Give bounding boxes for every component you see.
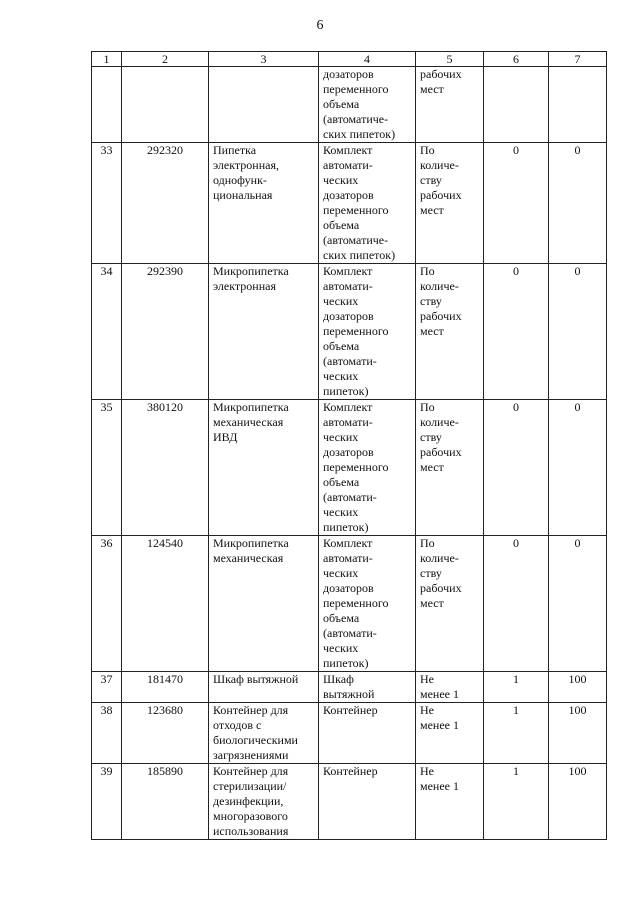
cell-code [122, 67, 209, 143]
cell-name: Микропипетка механическая ИВД [209, 400, 319, 536]
table-row [92, 143, 607, 264]
cell-num: 35 [92, 400, 122, 536]
cell-c7: 0 [549, 264, 607, 400]
cell-desc: Комплект автомати- ческих дозаторов переменного объема (автомати- ческих пипеток) [319, 400, 416, 536]
cell-name: Шкаф вытяжной [209, 672, 319, 703]
cell-c6: 1 [484, 764, 549, 840]
cell-num: 33 [92, 143, 122, 264]
cell-c7: 0 [549, 400, 607, 536]
cell-qty: Не менее 1 [416, 764, 484, 840]
cell-c6: 0 [484, 536, 549, 672]
cell-code: 124540 [122, 536, 209, 672]
cell-code: 292320 [122, 143, 209, 264]
cell-qty: По количе- ству рабочих мест [416, 400, 484, 536]
cell-desc: Комплект автомати- ческих дозаторов переменного объема (автомати- ческих пипеток) [319, 536, 416, 672]
cell-num: 34 [92, 264, 122, 400]
cell-num [92, 67, 122, 143]
cell-name: Микропипетка электронная [209, 264, 319, 400]
cell-qty: По количе- ству рабочих мест [416, 536, 484, 672]
cell-c6: 1 [484, 672, 549, 703]
cell-desc: Контейнер [319, 703, 416, 764]
cell-num: 38 [92, 703, 122, 764]
cell-c6: 0 [484, 400, 549, 536]
cell-c6: 0 [484, 143, 549, 264]
cell-code: 123680 [122, 703, 209, 764]
table-row [92, 536, 607, 672]
cell-qty: Не менее 1 [416, 703, 484, 764]
table-row [92, 400, 607, 536]
cell-desc: дозаторов переменного объема (автоматиче- ских пипеток) [319, 67, 416, 143]
header-col-3: 3 [209, 52, 319, 67]
cell-c6 [484, 67, 549, 143]
cell-c7: 0 [549, 536, 607, 672]
cell-name [209, 67, 319, 143]
cell-c7 [549, 67, 607, 143]
cell-name: Контейнер для отходов с биологическими загрязнениями [209, 703, 319, 764]
page-number: 6 [316, 18, 324, 33]
cell-c7: 100 [549, 703, 607, 764]
table-row [92, 703, 607, 764]
cell-c6: 0 [484, 264, 549, 400]
continuation-row [92, 67, 607, 143]
cell-num: 37 [92, 672, 122, 703]
table-row [92, 764, 607, 840]
cell-qty: По количе- ству рабочих мест [416, 143, 484, 264]
cell-code: 380120 [122, 400, 209, 536]
cell-name: Пипетка электронная, однофунк- циональная [209, 143, 319, 264]
equipment-table [91, 51, 607, 840]
header-col-1: 1 [92, 52, 122, 67]
header-col-2: 2 [122, 52, 209, 67]
cell-desc: Контейнер [319, 764, 416, 840]
cell-qty: Не менее 1 [416, 672, 484, 703]
header-row [92, 52, 607, 67]
cell-code: 292390 [122, 264, 209, 400]
cell-c7: 100 [549, 672, 607, 703]
cell-desc: Шкаф вытяжной [319, 672, 416, 703]
cell-desc: Комплект автомати- ческих дозаторов переменного объема (автомати- ческих пипеток) [319, 264, 416, 400]
header-col-5: 5 [416, 52, 484, 67]
table-row [92, 672, 607, 703]
cell-name: Микропипетка механическая [209, 536, 319, 672]
header-col-4: 4 [319, 52, 416, 67]
cell-c7: 100 [549, 764, 607, 840]
cell-c6: 1 [484, 703, 549, 764]
cell-qty: рабочих мест [416, 67, 484, 143]
cell-name: Контейнер для стерилизации/ дезинфекции, многоразового использования [209, 764, 319, 840]
cell-num: 39 [92, 764, 122, 840]
cell-desc: Комплект автомати- ческих дозаторов переменного объема (автоматиче- ских пипеток) [319, 143, 416, 264]
table-row [92, 264, 607, 400]
cell-code: 181470 [122, 672, 209, 703]
header-col-7: 7 [549, 52, 607, 67]
cell-c7: 0 [549, 143, 607, 264]
header-col-6: 6 [484, 52, 549, 67]
cell-num: 36 [92, 536, 122, 672]
cell-code: 185890 [122, 764, 209, 840]
cell-qty: По количе- ству рабочих мест [416, 264, 484, 400]
